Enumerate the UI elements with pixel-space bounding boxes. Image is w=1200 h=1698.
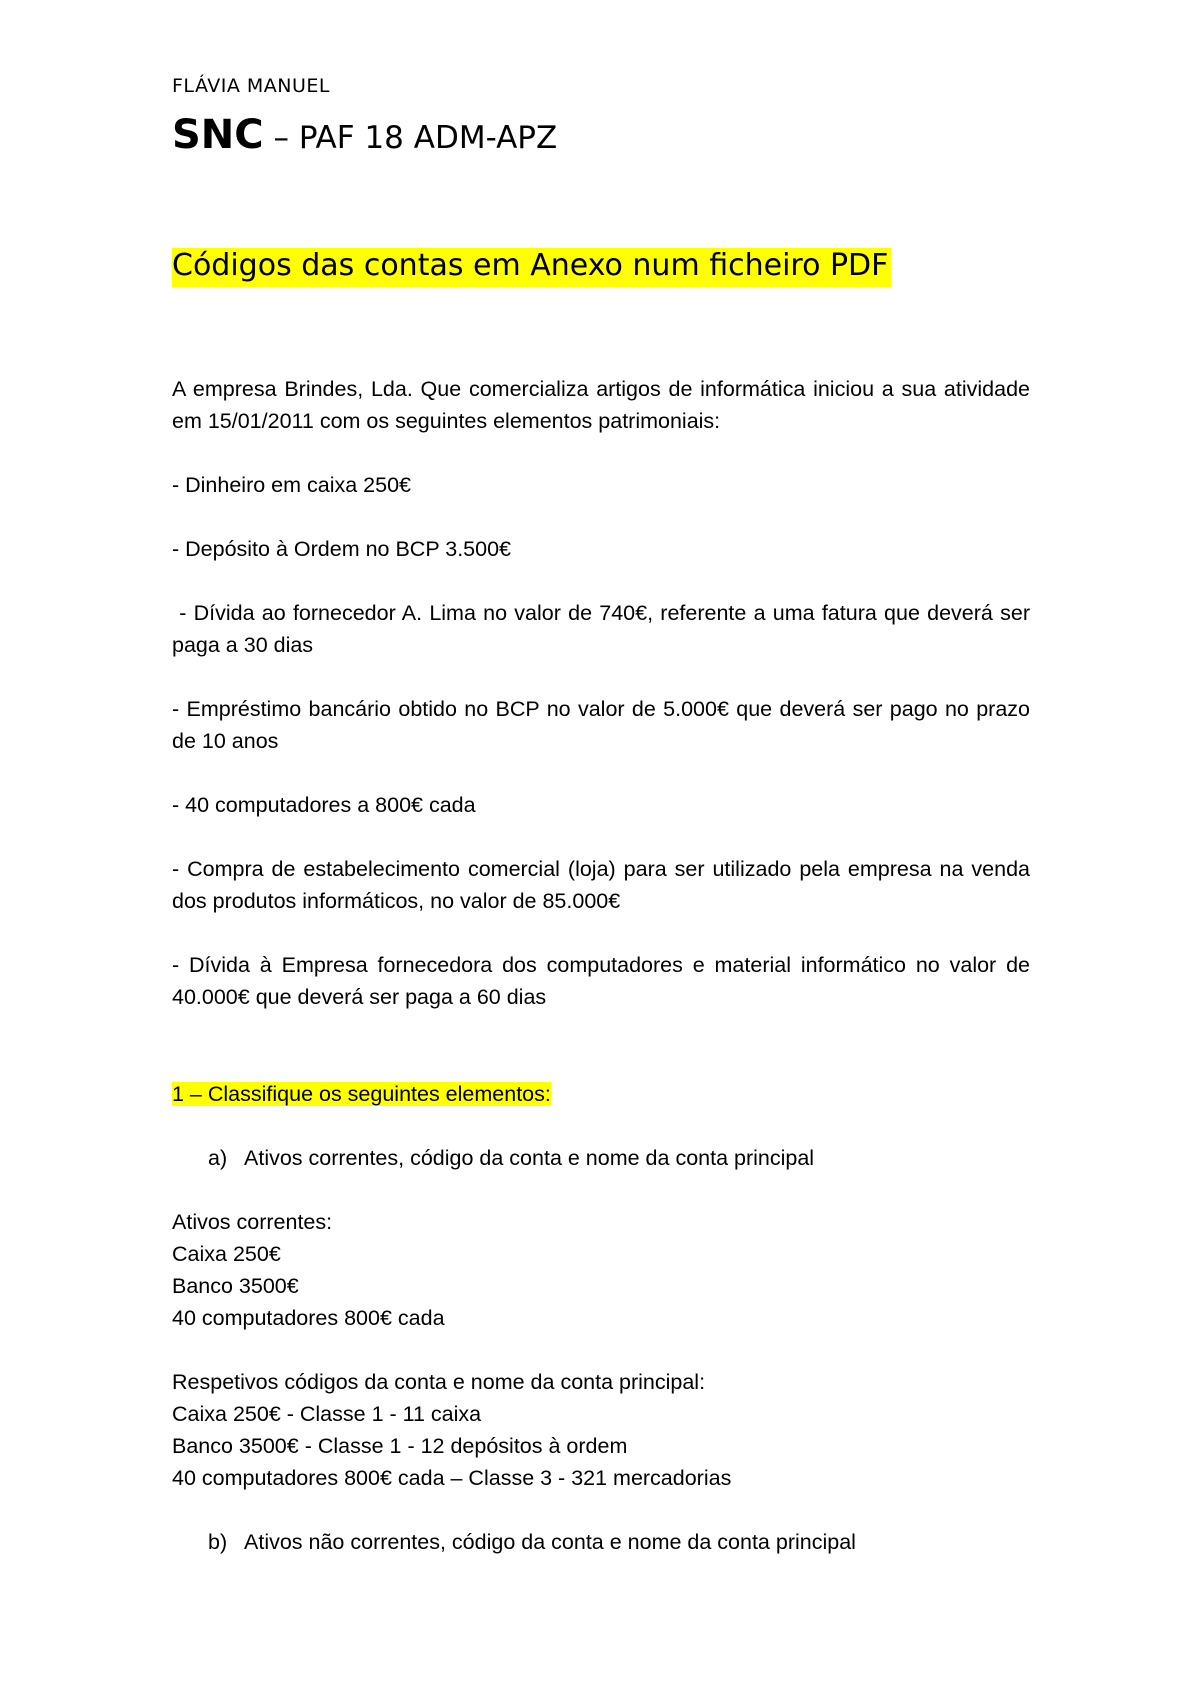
question-heading <box>172 1078 551 1110</box>
list-item-cash: - Dinheiro em caixa 250€ <box>172 473 412 497</box>
codes-heading: Respetivos códigos da conta e nome da conta principal: <box>172 1370 706 1394</box>
sub-question-a-marker: a) <box>208 1146 228 1170</box>
highlighted-heading: Códigos das contas em Anexo num ficheiro PDF <box>172 248 891 287</box>
sub-question-b-marker: b) <box>208 1530 228 1554</box>
list-item-bank-loan: - Empréstimo bancário obtido no BCP no valor de 5.000€ que deverá ser pago no prazo de 10 anos <box>172 697 1030 753</box>
sub-question-a <box>208 1142 814 1174</box>
answer-a-line: 40 computadores 800€ cada <box>172 1306 445 1330</box>
sub-question-b <box>208 1526 856 1558</box>
code-line: Banco 3500€ - Classe 1 - 12 depósitos à ordem <box>172 1434 628 1458</box>
answer-a-line: Caixa 250€ <box>172 1242 281 1266</box>
question-highlight: 1 – Classifique os seguintes elementos: <box>172 1082 551 1106</box>
list-item-deposit: - Depósito à Ordem no BCP 3.500€ <box>172 537 512 561</box>
answer-a-heading: Ativos correntes: <box>172 1210 333 1234</box>
sub-question-a-text: Ativos correntes, código da conta e nome da conta principal <box>244 1146 815 1170</box>
intro-paragraph: A empresa Brindes, Lda. Que comercializa artigos de informática iniciou a sua atividade em 15/01/2011 com os seguintes elementos patrimoniais: <box>172 377 1030 433</box>
title-rest: – PAF 18 ADM-APZ <box>263 120 558 156</box>
document-title <box>172 112 557 158</box>
code-line: 40 computadores 800€ cada – Classe 3 - 321 mercadorias <box>172 1466 732 1490</box>
list-item-equipment-debt: - Dívida à Empresa fornecedora dos computadores e material informático no valor de 40.000€ que deverá ser paga a 60 dias <box>172 953 1030 1009</box>
list-item-supplier-debt: - Dívida ao fornecedor A. Lima no valor de 740€, referente a uma fatura que deverá ser paga a 30 dias <box>172 601 1036 657</box>
list-item-store-purchase: - Compra de estabelecimento comercial (loja) para ser utilizado pela empresa na venda dos produtos informáticos, no valor de 85.000€ <box>172 857 1030 913</box>
author-name: FLÁVIA MANUEL <box>172 75 330 97</box>
answer-a-line: Banco 3500€ <box>172 1274 299 1298</box>
title-acronym: SNC <box>172 112 264 158</box>
list-item-computers: - 40 computadores a 800€ cada <box>172 793 476 817</box>
sub-question-b-text: Ativos não correntes, código da conta e nome da conta principal <box>244 1530 856 1554</box>
code-line: Caixa 250€ - Classe 1 - 11 caixa <box>172 1402 482 1426</box>
